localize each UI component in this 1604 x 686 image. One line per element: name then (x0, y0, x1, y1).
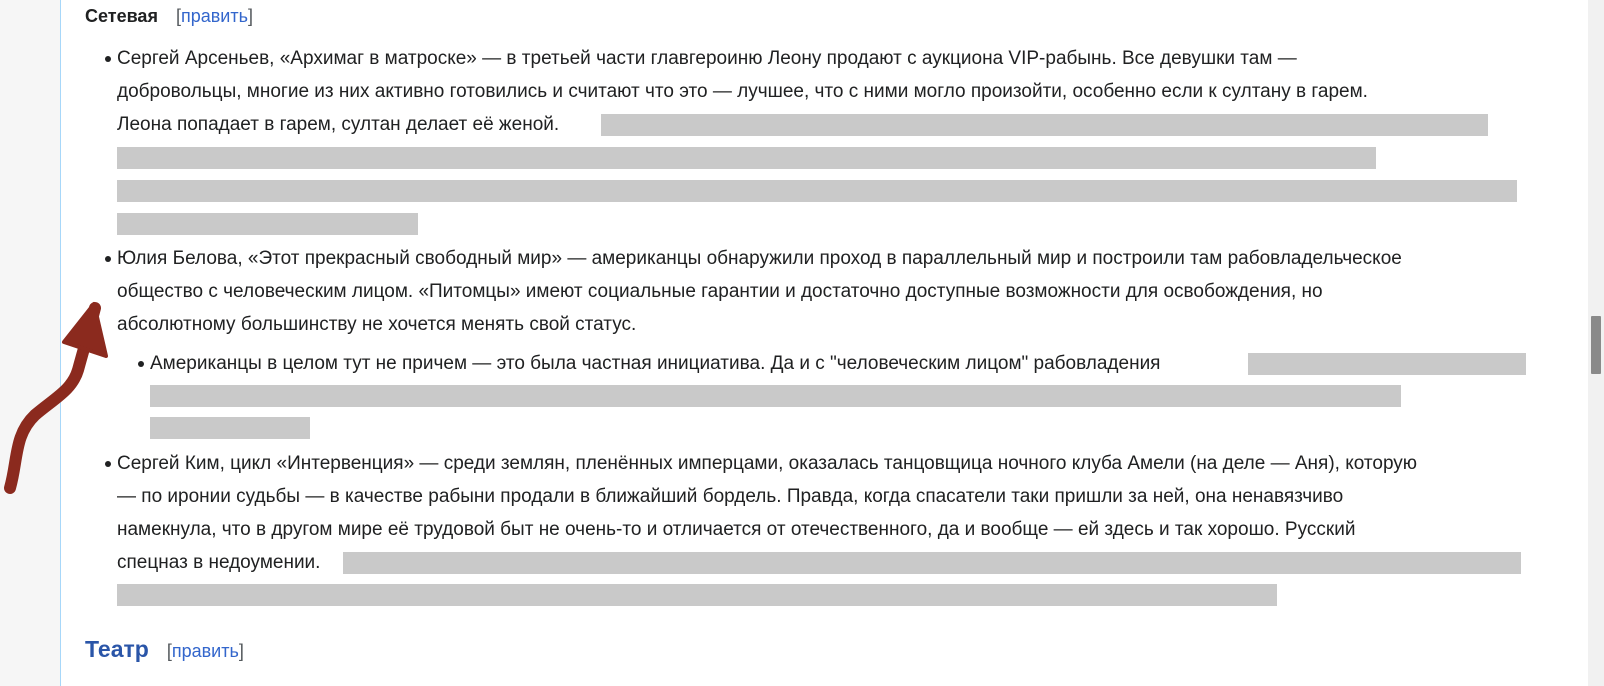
edit-section-teatr (167, 641, 244, 661)
edit-link-teatr[interactable]: править (171, 641, 239, 661)
section-heading-teatr (85, 636, 244, 663)
redaction-block (343, 552, 1521, 574)
nested-list-item (150, 347, 1160, 380)
redaction-block (117, 180, 1517, 202)
edit-link-setevaya[interactable]: править (180, 6, 248, 26)
redaction-block (150, 417, 310, 439)
bullet-icon (105, 56, 111, 62)
edit-bracket-close: ] (247, 6, 253, 26)
list-item (117, 242, 1402, 341)
redaction-block (150, 385, 1401, 407)
scrollbar-thumb[interactable] (1591, 316, 1601, 374)
annotation-arrow-icon (0, 300, 120, 510)
item-text-line: Сергей Ким, цикл «Интервенция» — среди землян, пленённых имперцами, оказалась танцовщица ночного клуба Амели (на деле — Аня), которую (117, 453, 1418, 474)
item-text-line: общество с человеческим лицом. «Питомцы» имеют социальные гарантии и достаточно доступные возможности для освобождения, но (117, 281, 1323, 302)
item-text-line: Сергей Арсеньев, «Архимаг в матроске» — в третьей части главгероиню Леону продают с аукциона VIP-рабынь. Все девушки там — (117, 48, 1297, 69)
item-text-line: намекнула, что в другом мире её трудовой быт не очень-то и отличается от отечественного, да и вообще — ей здесь и так хорошо. Русский (117, 519, 1356, 540)
redaction-block (117, 147, 1376, 169)
redaction-block (117, 584, 1277, 606)
item-text-line: спецназ в недоумении. (117, 552, 321, 573)
redaction-block (601, 114, 1488, 136)
item-text-line: Юлия Белова, «Этот прекрасный свободный мир» — американцы обнаружили проход в параллельный мир и построили там рабовладельческое (117, 248, 1402, 269)
section-title-setevaya: Сетевая (85, 6, 158, 26)
item-text-line: Леона попадает в гарем, султан делает её женой. (117, 114, 560, 135)
vertical-scrollbar[interactable] (1588, 0, 1604, 686)
edit-bracket-open: [ (175, 6, 181, 26)
item-text-line: Американцы в целом тут не причем — это была частная инициатива. Да и с "человеческим лицом" рабовладения (150, 353, 1161, 374)
item-text-line: добровольцы, многие из них активно готовились и считают что это — лучшее, что с ними могло произойти, особенно если к султану в гарем. (117, 81, 1368, 102)
section-heading-setevaya (85, 6, 253, 27)
edit-bracket-open: [ (166, 641, 172, 661)
edit-section-setevaya (176, 6, 253, 26)
article-content (60, 0, 1589, 686)
redaction-block (1248, 353, 1526, 375)
item-text-line: — по иронии судьбы — в качестве рабыни продали в ближайший бордель. Правда, когда спасатели таки пришли за ней, она ненавязчиво (117, 486, 1344, 507)
bullet-icon (138, 361, 144, 367)
item-text-line: абсолютному большинству не хочется менять свой статус. (117, 314, 637, 335)
edit-bracket-close: ] (238, 641, 244, 661)
section-title-teatr: Театр (85, 636, 149, 662)
bullet-icon (105, 256, 111, 262)
redaction-block (117, 213, 418, 235)
